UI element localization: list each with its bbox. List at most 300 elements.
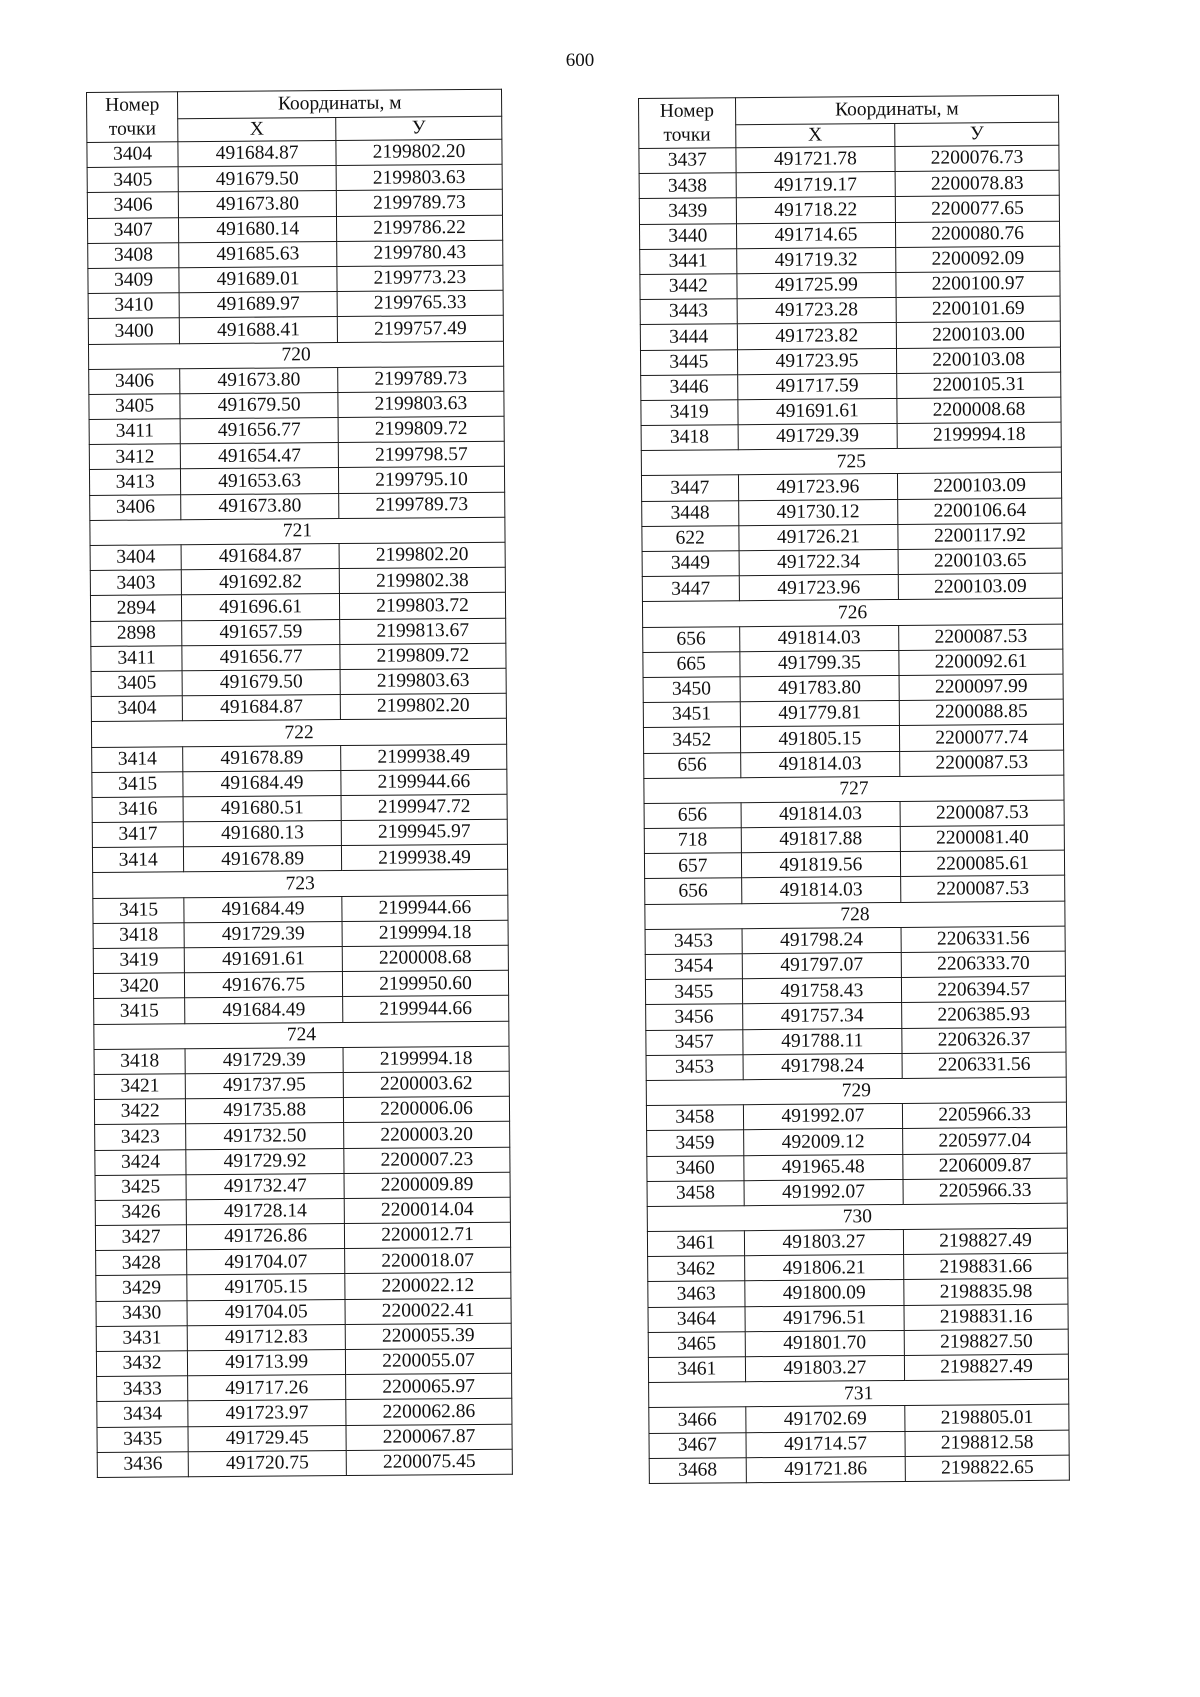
point-number-cell: 3414 <box>92 746 183 772</box>
table-row <box>639 170 1059 198</box>
table-row <box>642 498 1062 526</box>
y-coordinate-cell: 2200008.68 <box>897 397 1061 423</box>
coordinates-header: Координаты, м <box>735 95 1059 125</box>
x-coordinate-cell: 491728.14 <box>186 1198 344 1224</box>
x-coordinate-cell: 491783.80 <box>740 675 900 701</box>
y-coordinate-cell: 2199947.72 <box>341 794 507 820</box>
x-coordinate-cell: 491691.61 <box>185 947 343 973</box>
x-coordinate-cell: 491720.75 <box>188 1450 346 1476</box>
table-row <box>96 1247 511 1275</box>
table-row <box>93 970 508 998</box>
y-coordinate-cell: 2206009.87 <box>903 1153 1067 1179</box>
y-coordinate-cell: 2200103.09 <box>898 473 1062 499</box>
x-coordinate-cell: 491678.89 <box>183 745 341 771</box>
y-coordinate-cell: 2200103.08 <box>897 347 1061 373</box>
y-coordinate-cell: 2200055.39 <box>345 1323 511 1349</box>
section-number: 725 <box>641 447 1061 475</box>
point-number-cell: 665 <box>643 651 740 677</box>
point-number-cell: 3406 <box>87 192 178 218</box>
x-coordinate-cell: 491684.49 <box>184 896 342 922</box>
table-row <box>641 422 1061 450</box>
point-number-cell: 3419 <box>641 400 738 426</box>
x-coordinate-cell: 491806.21 <box>744 1255 904 1281</box>
point-number-cell: 3459 <box>647 1130 744 1156</box>
header-row <box>639 95 1059 125</box>
y-coordinate-cell: 2200103.09 <box>898 573 1062 599</box>
point-number-cell: 3406 <box>89 368 180 394</box>
x-coordinate-cell: 491712.83 <box>187 1324 345 1350</box>
x-coordinate-cell: 491803.27 <box>745 1355 905 1381</box>
coordinates-header: Координаты, м <box>178 89 502 119</box>
point-number-cell: 3407 <box>87 217 178 243</box>
table-row <box>648 1253 1068 1281</box>
table-row <box>92 819 507 847</box>
point-number-cell: 3434 <box>97 1401 188 1427</box>
section-row <box>642 599 1062 627</box>
table-row <box>96 1273 511 1301</box>
section-row <box>649 1379 1069 1407</box>
y-coordinate-cell: 2200055.07 <box>345 1348 511 1374</box>
y-coordinate-cell: 2199803.63 <box>340 668 506 694</box>
y-coordinate-cell: 2200007.23 <box>344 1147 510 1173</box>
section-number: 730 <box>647 1203 1067 1231</box>
table-row <box>97 1399 512 1427</box>
table-row <box>89 441 504 469</box>
point-number-cell: 3426 <box>95 1200 186 1226</box>
point-number-cell: 3409 <box>88 268 179 294</box>
x-coordinate-cell: 491729.39 <box>184 921 342 947</box>
y-coordinate-cell: 2200087.53 <box>899 624 1063 650</box>
y-coordinate-cell: 2199773.23 <box>337 265 503 291</box>
y-header: У <box>336 116 502 140</box>
x-coordinate-cell: 491691.61 <box>737 398 897 424</box>
x-coordinate-cell: 491723.96 <box>738 474 898 500</box>
table-row <box>88 290 503 318</box>
point-number-cell: 3443 <box>640 299 737 325</box>
x-coordinate-cell: 491679.50 <box>178 166 336 192</box>
x-coordinate-cell: 491680.14 <box>179 216 337 242</box>
table-row <box>639 145 1059 173</box>
y-coordinate-cell: 2200087.53 <box>901 876 1065 902</box>
section-row <box>646 1077 1066 1105</box>
point-number-cell: 3444 <box>640 324 737 350</box>
table-row <box>90 542 505 570</box>
x-coordinate-cell: 491702.69 <box>745 1406 905 1432</box>
table-row <box>96 1348 511 1376</box>
point-number-cell: 3462 <box>648 1256 745 1282</box>
table-row <box>88 265 503 293</box>
section-row <box>641 447 1061 475</box>
table-row <box>645 926 1065 954</box>
point-number-cell: 3441 <box>640 248 737 274</box>
table-row <box>640 347 1060 375</box>
point-number-cell: 3428 <box>96 1250 187 1276</box>
y-coordinate-cell: 2200085.61 <box>901 850 1065 876</box>
table-row <box>94 1096 509 1124</box>
point-number-cell: 3405 <box>89 394 180 420</box>
section-row <box>645 901 1065 929</box>
table-row <box>88 240 503 268</box>
x-coordinate-cell: 491719.17 <box>736 172 896 198</box>
table-row <box>648 1279 1068 1307</box>
x-coordinate-cell: 491717.59 <box>737 373 897 399</box>
y-coordinate-cell: 2199803.63 <box>338 391 504 417</box>
y-coordinate-cell: 2198805.01 <box>905 1405 1069 1431</box>
x-coordinate-cell: 491729.92 <box>186 1148 344 1174</box>
point-number-label-line2: точки <box>663 123 711 146</box>
y-coordinate-cell: 2199798.57 <box>338 441 504 467</box>
point-number-cell: 3431 <box>96 1326 187 1352</box>
y-coordinate-cell: 2199802.20 <box>336 139 502 165</box>
y-coordinate-cell: 2199789.73 <box>336 190 502 216</box>
y-coordinate-cell: 2200087.53 <box>900 800 1064 826</box>
y-coordinate-cell: 2200101.69 <box>896 296 1060 322</box>
section-number: 722 <box>91 719 506 747</box>
point-number-cell: 3404 <box>91 696 182 722</box>
y-coordinate-cell: 2198822.65 <box>905 1455 1069 1481</box>
x-coordinate-cell: 491725.99 <box>736 272 896 298</box>
point-number-cell: 3433 <box>97 1376 188 1402</box>
table-row <box>96 1298 511 1326</box>
point-number-cell: 3448 <box>642 500 739 526</box>
point-number-cell: 656 <box>643 626 740 652</box>
point-number-cell: 3458 <box>646 1105 743 1131</box>
point-number-cell: 3465 <box>648 1332 745 1358</box>
table-row <box>92 769 507 797</box>
table-row <box>91 668 506 696</box>
section-number: 726 <box>642 599 1062 627</box>
x-coordinate-cell: 491689.97 <box>179 292 337 318</box>
x-coordinate-cell: 491723.82 <box>737 323 897 349</box>
table-row <box>643 674 1063 702</box>
point-number-header <box>639 98 736 149</box>
x-coordinate-cell: 491735.88 <box>186 1098 344 1124</box>
x-header: X <box>735 123 895 147</box>
table-row <box>646 1027 1066 1055</box>
table-row <box>95 1147 510 1175</box>
point-number-cell: 3421 <box>94 1074 185 1100</box>
x-coordinate-cell: 491729.39 <box>738 424 898 450</box>
point-number-label-line1: Номер <box>659 100 715 122</box>
y-coordinate-cell: 2200067.87 <box>346 1424 512 1450</box>
y-coordinate-cell: 2199786.22 <box>336 215 502 241</box>
table-row <box>87 215 502 243</box>
y-coordinate-cell: 2198831.66 <box>904 1253 1068 1279</box>
x-coordinate-cell: 491729.39 <box>185 1047 343 1073</box>
y-coordinate-cell: 2199795.10 <box>338 467 504 493</box>
section-number: 720 <box>88 341 503 369</box>
table-row <box>644 850 1064 878</box>
table-row <box>89 467 504 495</box>
point-number-cell: 3420 <box>93 973 184 999</box>
y-coordinate-cell: 2199809.72 <box>338 416 504 442</box>
y-coordinate-cell: 2200003.20 <box>344 1122 510 1148</box>
point-number-cell: 3460 <box>647 1155 744 1181</box>
table-body <box>87 89 513 1477</box>
y-coordinate-cell: 2200077.65 <box>895 196 1059 222</box>
y-coordinate-cell: 2200062.86 <box>346 1399 512 1425</box>
point-number-header <box>87 92 179 143</box>
point-number-cell: 3453 <box>646 1054 743 1080</box>
point-number-cell: 3439 <box>639 198 736 224</box>
table-row <box>91 643 506 671</box>
x-coordinate-cell: 491688.41 <box>180 317 338 343</box>
y-coordinate-cell: 2206333.70 <box>901 951 1065 977</box>
point-number-cell: 3449 <box>642 551 739 577</box>
x-coordinate-cell: 491714.57 <box>746 1431 906 1457</box>
x-coordinate-cell: 491726.86 <box>187 1224 345 1250</box>
x-coordinate-cell: 491798.24 <box>742 927 902 953</box>
table-row <box>92 744 507 772</box>
x-coordinate-cell: 491814.03 <box>741 801 901 827</box>
y-coordinate-cell: 2199950.60 <box>342 970 508 996</box>
x-coordinate-cell: 491705.15 <box>187 1274 345 1300</box>
x-coordinate-cell: 491678.89 <box>184 846 342 872</box>
point-number-cell: 3427 <box>95 1225 186 1251</box>
y-coordinate-cell: 2200092.09 <box>896 246 1060 272</box>
table-row <box>640 296 1060 324</box>
x-coordinate-cell: 491722.34 <box>739 549 899 575</box>
section-number: 728 <box>645 901 1065 929</box>
section-number: 724 <box>94 1021 509 1049</box>
y-coordinate-cell: 2198827.49 <box>905 1354 1069 1380</box>
point-number-cell: 3418 <box>94 1048 185 1074</box>
x-coordinate-cell: 491680.51 <box>183 795 341 821</box>
table-row <box>97 1424 512 1452</box>
y-coordinate-cell: 2200009.89 <box>344 1172 510 1198</box>
section-number: 723 <box>93 870 508 898</box>
x-coordinate-cell: 491992.07 <box>744 1179 904 1205</box>
point-number-cell: 3464 <box>648 1306 745 1332</box>
point-number-cell: 3455 <box>645 979 742 1005</box>
x-coordinate-cell: 491788.11 <box>742 1028 902 1054</box>
x-coordinate-cell: 491704.05 <box>187 1299 345 1325</box>
x-coordinate-cell: 491992.07 <box>743 1104 903 1130</box>
page-number: 600 <box>565 50 595 71</box>
x-coordinate-cell: 491721.78 <box>735 146 895 172</box>
y-coordinate-cell: 2200103.65 <box>898 548 1062 574</box>
point-number-cell: 2894 <box>90 595 181 621</box>
y-coordinate-cell: 2200076.73 <box>895 145 1059 171</box>
y-coordinate-cell: 2198835.98 <box>904 1279 1068 1305</box>
y-coordinate-cell: 2199945.97 <box>341 819 507 845</box>
y-coordinate-cell: 2200097.99 <box>899 674 1063 700</box>
x-coordinate-cell: 491965.48 <box>743 1154 903 1180</box>
point-number-cell: 3400 <box>88 318 179 344</box>
y-coordinate-cell: 2199809.72 <box>340 643 506 669</box>
point-number-cell: 656 <box>644 803 741 829</box>
point-number-cell: 3450 <box>643 677 740 703</box>
point-number-cell: 3447 <box>642 576 739 602</box>
y-coordinate-cell: 2199803.63 <box>336 164 502 190</box>
x-coordinate-cell: 491814.03 <box>740 751 900 777</box>
y-coordinate-cell: 2205966.33 <box>903 1178 1067 1204</box>
point-number-label-line1: Номер <box>105 94 160 116</box>
x-coordinate-cell: 491673.80 <box>180 367 338 393</box>
table-row <box>640 271 1060 299</box>
section-number: 727 <box>644 775 1064 803</box>
x-coordinate-cell: 491657.59 <box>182 619 340 645</box>
x-coordinate-cell: 491717.26 <box>188 1375 346 1401</box>
point-number-cell: 3403 <box>90 570 181 596</box>
point-number-cell: 3458 <box>647 1180 744 1206</box>
y-coordinate-cell: 2198827.50 <box>904 1329 1068 1355</box>
point-number-cell: 3410 <box>88 293 179 319</box>
section-row <box>647 1203 1067 1231</box>
point-number-cell: 3467 <box>649 1432 746 1458</box>
x-coordinate-cell: 491797.07 <box>742 952 902 978</box>
x-coordinate-cell: 491679.50 <box>180 392 338 418</box>
x-coordinate-cell: 491726.21 <box>738 524 898 550</box>
y-coordinate-cell: 2200012.71 <box>344 1222 510 1248</box>
x-coordinate-cell: 491714.65 <box>736 222 896 248</box>
y-coordinate-cell: 2200106.64 <box>898 498 1062 524</box>
x-coordinate-cell: 491723.96 <box>739 575 899 601</box>
table-row <box>95 1172 510 1200</box>
table-row <box>93 920 508 948</box>
table-row <box>643 699 1063 727</box>
y-coordinate-cell: 2199789.73 <box>339 492 505 518</box>
table-row <box>646 1002 1066 1030</box>
x-coordinate-cell: 491800.09 <box>744 1280 904 1306</box>
point-number-cell: 3412 <box>89 444 180 470</box>
table-row <box>93 895 508 923</box>
table-row <box>95 1197 510 1225</box>
table-row <box>642 523 1062 551</box>
y-coordinate-cell: 2200022.12 <box>345 1273 511 1299</box>
x-coordinate-cell: 491673.80 <box>181 493 339 519</box>
point-number-cell: 3423 <box>95 1124 186 1150</box>
y-coordinate-cell: 2199938.49 <box>341 844 507 870</box>
x-coordinate-cell: 491757.34 <box>742 1003 902 1029</box>
y-coordinate-cell: 2199994.18 <box>342 920 508 946</box>
x-coordinate-cell: 491673.80 <box>179 191 337 217</box>
y-coordinate-cell: 2199944.66 <box>341 769 507 795</box>
point-number-cell: 3432 <box>96 1351 187 1377</box>
point-number-cell: 3453 <box>645 929 742 955</box>
x-coordinate-cell: 491723.97 <box>188 1400 346 1426</box>
x-coordinate-cell: 492009.12 <box>743 1129 903 1155</box>
table-row <box>91 693 506 721</box>
section-row <box>94 1021 509 1049</box>
x-coordinate-cell: 491737.95 <box>186 1072 344 1098</box>
point-number-cell: 3429 <box>96 1275 187 1301</box>
point-number-cell: 3405 <box>87 167 178 193</box>
x-coordinate-cell: 491732.50 <box>186 1123 344 1149</box>
point-number-cell: 3468 <box>649 1457 746 1483</box>
table-row <box>643 649 1063 677</box>
table-row <box>97 1373 512 1401</box>
table-row <box>643 724 1063 752</box>
coordinates-table-left <box>86 89 513 1478</box>
point-number-cell: 3418 <box>641 425 738 451</box>
x-coordinate-cell: 491799.35 <box>739 650 899 676</box>
y-coordinate-cell: 2200003.62 <box>343 1071 509 1097</box>
table-row <box>640 246 1060 274</box>
point-number-cell: 3415 <box>92 771 183 797</box>
table-row <box>96 1323 511 1351</box>
point-number-label-line2: точки <box>108 117 157 140</box>
x-coordinate-cell: 491805.15 <box>740 726 900 752</box>
y-coordinate-cell: 2205966.33 <box>903 1102 1067 1128</box>
point-number-cell: 3414 <box>92 847 183 873</box>
point-number-cell: 3422 <box>94 1099 185 1125</box>
table-row <box>94 1046 509 1074</box>
point-number-cell: 3411 <box>89 419 180 445</box>
x-coordinate-cell: 491653.63 <box>181 468 339 494</box>
table-row <box>645 951 1065 979</box>
point-number-cell: 718 <box>644 828 741 854</box>
table-row <box>641 397 1061 425</box>
x-coordinate-cell: 491680.13 <box>184 821 342 847</box>
y-coordinate-cell: 2199944.66 <box>343 996 509 1022</box>
y-coordinate-cell: 2206331.56 <box>901 926 1065 952</box>
x-coordinate-cell: 491814.03 <box>741 877 901 903</box>
y-coordinate-cell: 2200077.74 <box>900 724 1064 750</box>
x-coordinate-cell: 491732.47 <box>186 1173 344 1199</box>
table-row <box>646 1052 1066 1080</box>
y-coordinate-cell: 2200087.53 <box>900 750 1064 776</box>
y-coordinate-cell: 2199944.66 <box>342 895 508 921</box>
table-row <box>642 548 1062 576</box>
point-number-cell: 3466 <box>649 1407 746 1433</box>
point-number-cell: 3416 <box>92 797 183 823</box>
x-coordinate-cell: 491796.51 <box>745 1305 905 1331</box>
point-number-cell: 3452 <box>643 727 740 753</box>
y-coordinate-cell: 2200105.31 <box>897 372 1061 398</box>
table-row <box>647 1127 1067 1155</box>
point-number-cell: 3447 <box>641 475 738 501</box>
table-row <box>647 1228 1067 1256</box>
table-row <box>649 1455 1069 1483</box>
table-row <box>641 372 1061 400</box>
point-number-cell: 3451 <box>643 702 740 728</box>
x-coordinate-cell: 491656.77 <box>180 418 338 444</box>
y-coordinate-cell: 2199938.49 <box>341 744 507 770</box>
table-row <box>647 1178 1067 1206</box>
y-coordinate-cell: 2199802.20 <box>339 542 505 568</box>
table-row <box>87 190 502 218</box>
point-number-cell: 3435 <box>97 1426 188 1452</box>
x-coordinate-cell: 491713.99 <box>188 1350 346 1376</box>
point-number-cell: 3430 <box>96 1300 187 1326</box>
y-coordinate-cell: 2199765.33 <box>337 290 503 316</box>
y-coordinate-cell: 2199780.43 <box>337 240 503 266</box>
section-number: 721 <box>90 517 505 545</box>
x-coordinate-cell: 491684.87 <box>181 544 339 570</box>
x-coordinate-cell: 491679.50 <box>182 669 340 695</box>
x-coordinate-cell: 491696.61 <box>182 594 340 620</box>
y-coordinate-cell: 2199803.72 <box>339 593 505 619</box>
point-number-cell: 3413 <box>89 469 180 495</box>
x-coordinate-cell: 491729.45 <box>188 1425 346 1451</box>
point-number-cell: 3415 <box>93 897 184 923</box>
y-header: У <box>895 122 1059 146</box>
table-row <box>639 221 1059 249</box>
point-number-cell: 3419 <box>93 948 184 974</box>
point-number-cell: 3417 <box>92 822 183 848</box>
x-coordinate-cell: 491684.87 <box>178 141 336 167</box>
table-row <box>640 322 1060 350</box>
y-coordinate-cell: 2206326.37 <box>902 1027 1066 1053</box>
table-row <box>644 750 1064 778</box>
y-coordinate-cell: 2206385.93 <box>902 1002 1066 1028</box>
point-number-cell: 3436 <box>97 1451 188 1477</box>
table-row <box>92 794 507 822</box>
y-coordinate-cell: 2200008.68 <box>342 945 508 971</box>
point-number-cell: 3438 <box>639 173 736 199</box>
section-number: 731 <box>649 1379 1069 1407</box>
